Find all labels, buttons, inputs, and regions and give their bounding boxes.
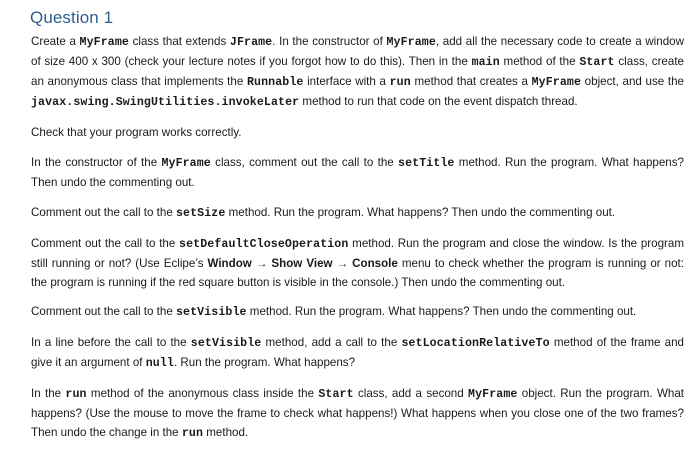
code-identifier: Start bbox=[579, 56, 615, 69]
code-identifier: MyFrame bbox=[79, 36, 129, 49]
code-identifier: setVisible bbox=[176, 306, 247, 319]
text-run: Comment out the call to the bbox=[31, 237, 180, 250]
text-run: interface with a bbox=[303, 75, 390, 88]
code-identifier: main bbox=[471, 56, 500, 69]
text-run: menu to check whether the program is running or not: the program is running if the red square button is visible in the console.) Then undo the commenting out. bbox=[31, 257, 685, 289]
text-run: Comment out the call to the bbox=[31, 206, 176, 219]
code-identifier: setVisible bbox=[190, 337, 262, 350]
text-run: class, add a second bbox=[353, 387, 469, 400]
text-run: method. Run the program. What happens? Then undo the commenting out. bbox=[31, 156, 684, 189]
paragraph-second-frame bbox=[31, 384, 684, 443]
text-run: object, and use the bbox=[581, 75, 684, 88]
paragraph-setsize bbox=[31, 203, 684, 223]
code-identifier: setSize bbox=[176, 207, 226, 220]
code-identifier: Start bbox=[318, 388, 354, 401]
text-run: method of the anonymous class inside the bbox=[86, 387, 319, 400]
text-run: method that creates a bbox=[410, 75, 532, 88]
question-title: Question 1 bbox=[30, 8, 114, 27]
paragraph-task-intro bbox=[31, 32, 684, 112]
code-identifier: javax.swing.SwingUtilities.invokeLater bbox=[31, 96, 300, 109]
text-run: object. Run the program. What happens? (Use the mouse to move the frame to check what happens!) What happens when you close one of the two frames? Then undo the change in the bbox=[31, 387, 684, 439]
paragraph-setlocationrelativeto bbox=[31, 333, 684, 373]
code-identifier: null bbox=[145, 357, 174, 370]
text-run: method. Run the program and close the window. Is the program still running or not? (Use Eclipe’s bbox=[31, 237, 684, 270]
text-run: In the constructor of the bbox=[31, 156, 162, 169]
code-identifier: MyFrame bbox=[386, 36, 436, 49]
code-identifier: MyFrame bbox=[531, 76, 582, 89]
code-identifier: Runnable bbox=[246, 76, 304, 89]
text-run: Check that your program works correctly. bbox=[31, 126, 242, 139]
text-run: class, comment out the call to the bbox=[210, 156, 399, 169]
code-identifier: run bbox=[389, 76, 411, 89]
text-run: method. Run the program. What happens? Then undo the commenting out. bbox=[246, 305, 637, 318]
text-run: Create a bbox=[31, 35, 80, 48]
paragraph-setvisible bbox=[31, 302, 684, 322]
text-run: class that extends bbox=[128, 35, 230, 48]
code-identifier: MyFrame bbox=[468, 388, 518, 401]
text-run: method. bbox=[203, 426, 249, 439]
code-identifier: setTitle bbox=[398, 157, 455, 170]
code-identifier: JFrame bbox=[229, 36, 273, 49]
text-run: method, add a call to the bbox=[261, 336, 402, 349]
text-run: class, create an anonymous class that implements the bbox=[31, 55, 684, 88]
code-identifier: run bbox=[181, 427, 204, 440]
text-run: method of the frame and give it an argument of bbox=[31, 336, 684, 369]
paragraph-setdefaultcloseoperation bbox=[31, 234, 684, 292]
code-identifier: setLocationRelativeTo bbox=[401, 337, 550, 350]
code-identifier: MyFrame bbox=[161, 157, 211, 170]
text-run: In a line before the call to the bbox=[31, 336, 191, 349]
code-identifier: setDefaultCloseOperation bbox=[179, 238, 349, 251]
text-run: . In the constructor of bbox=[272, 35, 387, 48]
menu-path: Window → Show View → Console bbox=[207, 257, 398, 270]
text-run: Comment out the call to the bbox=[31, 305, 176, 318]
text-run: method of the bbox=[499, 55, 580, 68]
text-run: method to run that code on the event dispatch thread. bbox=[299, 95, 578, 108]
code-identifier: run bbox=[65, 388, 87, 401]
text-run: . Run the program. What happens? bbox=[173, 356, 356, 369]
paragraph-check bbox=[31, 123, 684, 142]
paragraph-settitle bbox=[31, 153, 684, 192]
text-run: In the bbox=[31, 387, 66, 400]
text-run: , add all the necessary code to create a window of size 400 x 300 (check your lecture notes if you forgot how to do this). Then in the bbox=[31, 35, 684, 68]
text-run: method. Run the program. What happens? Then undo the commenting out. bbox=[225, 206, 616, 219]
